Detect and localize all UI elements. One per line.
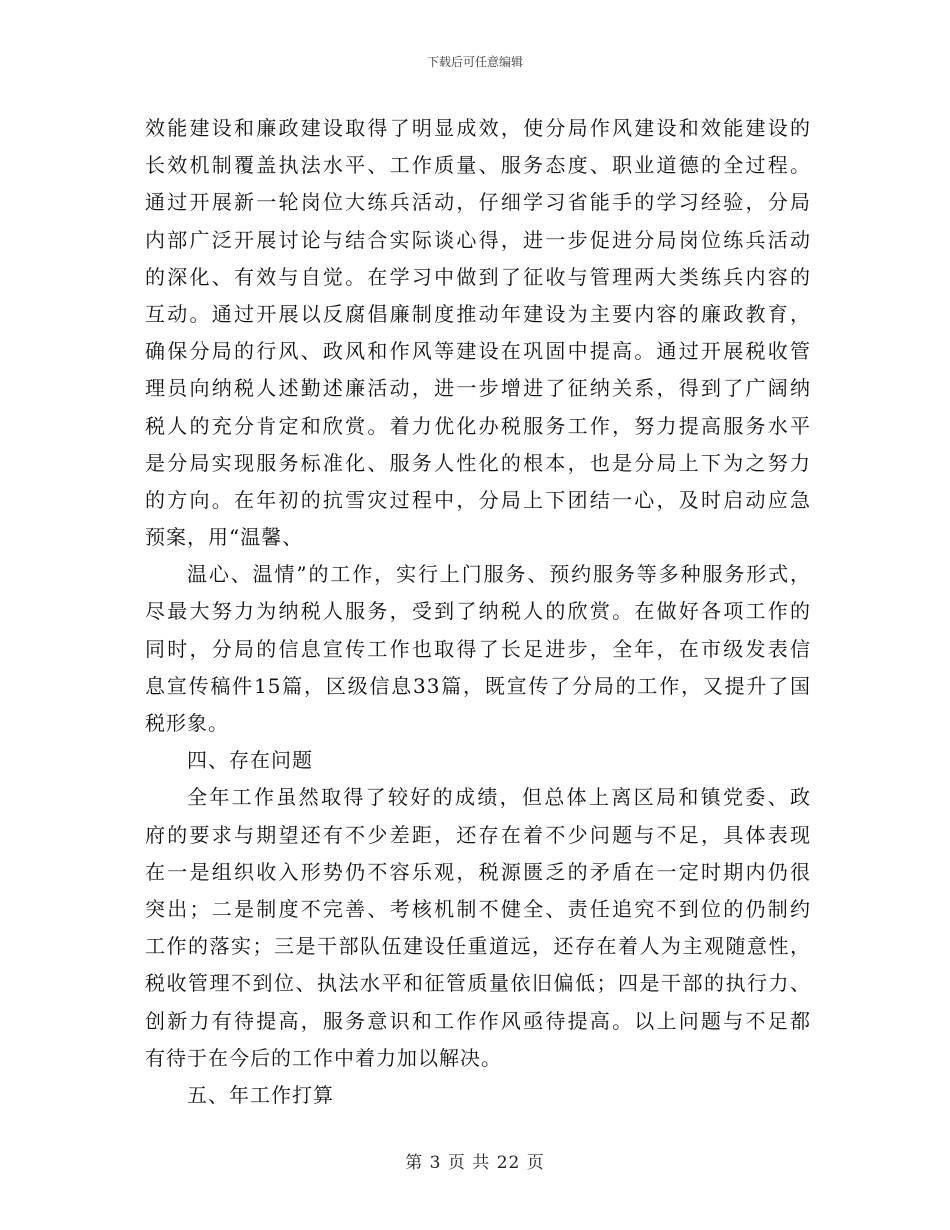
page-footer: 第 3 页 共 22 页 [405, 1153, 545, 1173]
paragraph [145, 110, 811, 556]
paragraph [145, 556, 811, 742]
text-line: 确保分局的行风、政风和作风等建设在巩固中提高。通过开展税收管 [145, 339, 811, 364]
page-header: 下载后可任意编辑 [426, 55, 523, 69]
text-line: 互动。通过开展以反腐倡廉制度推动年建设为主要内容的廉政教育， [145, 301, 811, 326]
document-body [145, 110, 811, 1114]
text-line: 通过开展新一轮岗位大练兵活动，仔细学习省能手的学习经验，分局 [145, 190, 811, 215]
text-line: 工作的落实；三是干部队伍建设任重道远，还存在着人为主观随意性， [145, 934, 811, 959]
text-line: 息宣传稿件15篇，区级信息33篇，既宣传了分局的工作，又提升了国 [145, 673, 811, 698]
text-line: 的深化、有效与自觉。在学习中做到了征收与管理两大类练兵内容的 [145, 264, 811, 289]
text-line: 创新力有待提高，服务意识和工作作风亟待提高。以上问题与不足都 [145, 1008, 811, 1033]
text-line: 突出；二是制度不完善、考核机制不健全、责任追究不到位的仍制约 [145, 896, 811, 921]
text-line: 税收管理不到位、执法水平和征管质量依旧偏低；四是干部的执行力、 [145, 971, 811, 996]
section-heading [145, 742, 811, 779]
paragraph [145, 779, 811, 1077]
text-line: 税形象。 [145, 711, 229, 735]
heading-text: 四、存在问题 [187, 748, 313, 773]
section-heading [145, 1077, 811, 1114]
text-line: 的方向。在年初的抗雪灾过程中，分局上下团结一心，及时启动应急 [145, 487, 811, 512]
text-line: 理员向纳税人述勤述廉活动，进一步增进了征纳关系，得到了广阔纳 [145, 376, 811, 401]
heading-text: 五、年工作打算 [187, 1082, 334, 1107]
text-line: 府的要求与期望还有不少差距，还存在着不少问题与不足，具体表现 [145, 822, 811, 847]
text-line: 在一是组织收入形势仍不容乐观，税源匮乏的矛盾在一定时期内仍很 [145, 859, 811, 884]
text-line: 是分局实现服务标准化、服务人性化的根本，也是分局上下为之努力 [145, 450, 811, 475]
text-line: 效能建设和廉政建设取得了明显成效，使分局作风建设和效能建设的 [145, 116, 811, 140]
text-line: 内部广泛开展讨论与结合实际谈心得，进一步促进分局岗位练兵活动 [145, 227, 811, 252]
text-line: 有待于在今后的工作中着力加以解决。 [145, 1045, 502, 1070]
text-line: 同时，分局的信息宣传工作也取得了长足进步，全年，在市级发表信 [145, 636, 811, 661]
text-line: 全年工作虽然取得了较好的成绩，但总体上离区局和镇党委、政 [187, 785, 811, 810]
text-line: 长效机制覆盖执法水平、工作质量、服务态度、职业道德的全过程。 [145, 153, 811, 178]
text-line: 尽最大努力为纳税人服务，受到了纳税人的欣赏。在做好各项工作的 [145, 599, 811, 624]
text-line: 预案，用“温馨、 [145, 525, 304, 550]
text-line: 温心、温情”的工作，实行上门服务、预约服务等多种服务形式， [187, 562, 811, 587]
text-line: 税人的充分肯定和欣赏。着力优化办税服务工作，努力提高服务水平 [145, 413, 811, 438]
